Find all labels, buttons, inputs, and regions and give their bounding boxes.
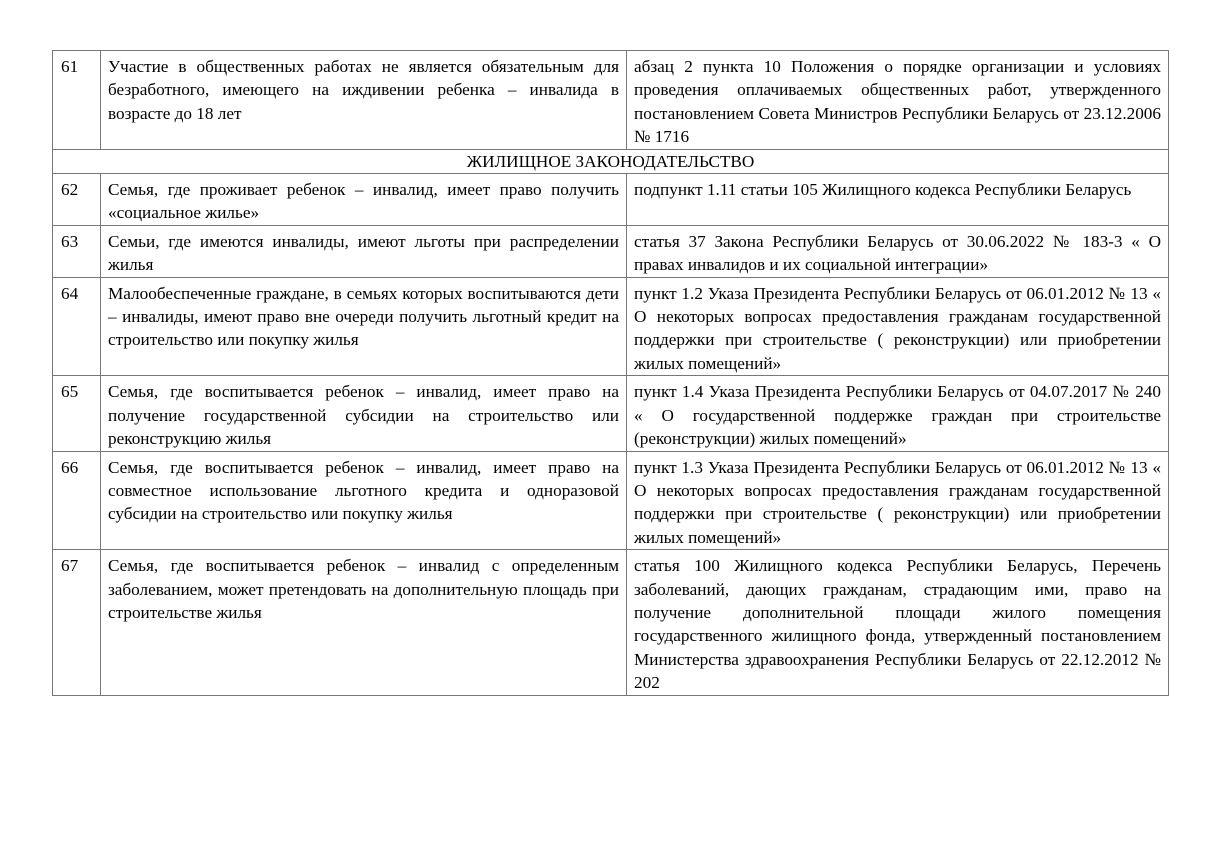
row-legal-reference: пункт 1.2 Указа Президента Республики Беларусь от 06.01.2012 № 13 « О некоторых вопросах предоставления гражданам государственной поддержки при строительстве ( реконструкции) или приобретении жилых помещений» [627,277,1169,376]
row-legal-reference: пункт 1.4 Указа Президента Республики Беларусь от 04.07.2017 № 240 « О государственной поддержке граждан при строительстве (реконструкции) жилых помещений» [627,376,1169,451]
row-description: Семья, где воспитывается ребенок – инвалид, имеет право на совместное использование льготного кредита и одноразовой субсидии на строительство или покупку жилья [101,451,627,550]
row-description: Участие в общественных работах не является обязательным для безработного, имеющего на иждивении ребенка – инвалида в возрасте до 18 лет [101,51,627,150]
row-number: 62 [53,174,101,226]
row-legal-reference: статья 37 Закона Республики Беларусь от 30.06.2022 № 183-3 « О правах инвалидов и их социальной интеграции» [627,225,1169,277]
row-description: Семьи, где имеются инвалиды, имеют льготы при распределении жилья [101,225,627,277]
row-legal-reference: абзац 2 пункта 10 Положения о порядке организации и условиях проведения оплачиваемых общественных работ, утвержденного постановлением Совета Министров Республики Беларусь от 23.12.2006 № 1716 [627,51,1169,150]
table-row [53,225,1169,277]
table-row [53,451,1169,550]
row-description: Семья, где воспитывается ребенок – инвалид, имеет право на получение государственной субсидии на строительство или реконструкцию жилья [101,376,627,451]
table-row [53,174,1169,226]
table-row [53,277,1169,376]
row-description: Семья, где воспитывается ребенок – инвалид с определенным заболеванием, может претендовать на дополнительную площадь при строительстве жилья [101,550,627,695]
section-title: ЖИЛИЩНОЕ ЗАКОНОДАТЕЛЬСТВО [53,149,1169,173]
legislation-table [52,50,1169,696]
row-legal-reference: подпункт 1.11 статьи 105 Жилищного кодекса Республики Беларусь [627,174,1169,226]
row-number: 66 [53,451,101,550]
row-number: 63 [53,225,101,277]
row-number: 61 [53,51,101,150]
row-description: Малообеспеченные граждане, в семьях которых воспитываются дети – инвалиды, имеют право вне очереди получить льготный кредит на строительство или покупку жилья [101,277,627,376]
row-legal-reference: пункт 1.3 Указа Президента Республики Беларусь от 06.01.2012 № 13 « О некоторых вопросах предоставления гражданам государственной поддержки при строительстве ( реконструкции) или приобретении жилых помещений» [627,451,1169,550]
table-row [53,376,1169,451]
row-description: Семья, где проживает ребенок – инвалид, имеет право получить «социальное жилье» [101,174,627,226]
row-number: 64 [53,277,101,376]
row-number: 65 [53,376,101,451]
table-row [53,51,1169,150]
row-number: 67 [53,550,101,695]
row-legal-reference: статья 100 Жилищного кодекса Республики Беларусь, Перечень заболеваний, дающих гражданам, страдающим ими, право на получение дополнительной площади жилого помещения государственного жилищного фонда, утвержденный постановлением Министерства здравоохранения Республики Беларусь от 22.12.2012 № 202 [627,550,1169,695]
section-header-row [53,149,1169,173]
table-row [53,550,1169,695]
